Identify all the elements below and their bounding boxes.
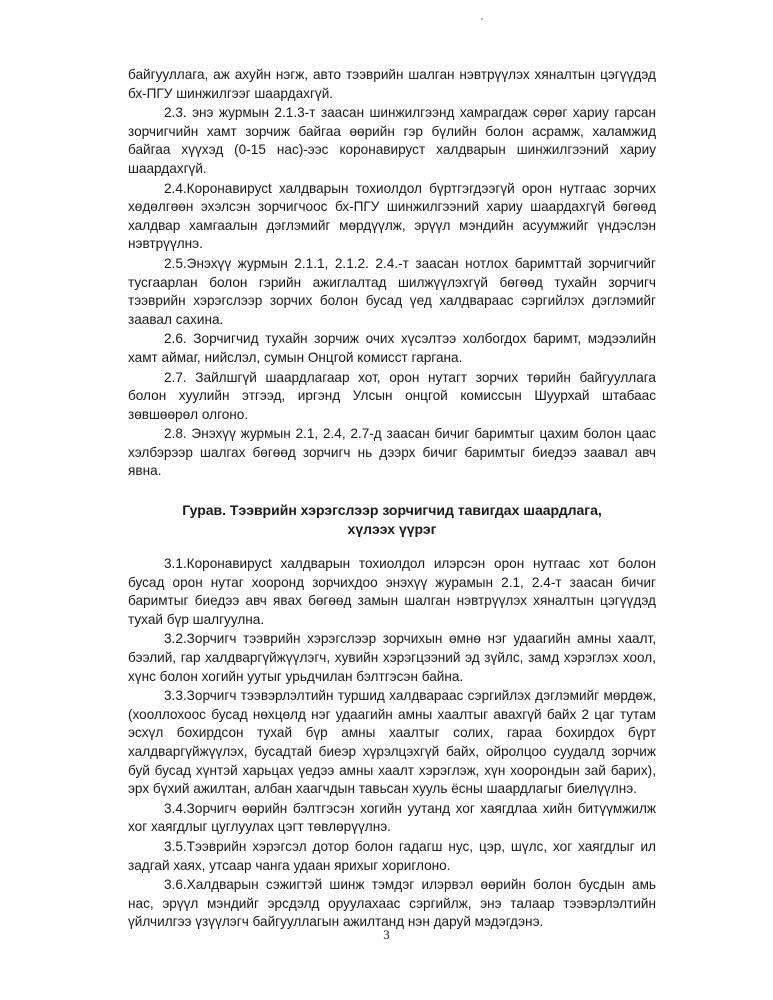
paragraph-2-6: 2.6. Зорчигчид тухайн зорчиж очих хүсэлтээ холбогдох баримт, мэдээлийн хамт аймаг, нийслэл, сумын Онцгой комисст гаргана.: [128, 331, 656, 365]
paragraph-2-7: 2.7. Зайлшгүй шаардлагаар хот, орон нутагт зорчих төрийн байгууллага болон хуулийн этгээд, иргэнд Улсын онцгой комиссын Шуурхай штабаас зөвшөөрөл олгоно.: [128, 369, 656, 422]
paragraph-3-1: 3.1.Коронавирусt халдварын тохиолдол илэрсэн орон нутгаас хот болон бусад орон нутаг хооронд зорчихдоо энэхүү журамын 2.1, 2.4-т заасан бичиг баримтыг биедээ авч явах бөгөөд замын шалган нэвтрүүлэх хяналтын цэгүүдэд тухай бүр шалгуулна.: [128, 556, 656, 627]
paragraph-3-3: 3.3.Зорчигч тээвэрлэлтийн туршид халдвараас сэргийлэх дэглэмийг мөрдөж, (хооллохоос бусад нөхцөлд нэг удаагийн амны хаалтыг авахгүй байх 2 цаг тутам эсхүл бохирдсон тухай бүр амны хаалтыг солих, гараа бохирдох бүрт халдваргүйжүүлэх, бусадтай биеэр хүрэлцэхгүй байх, ойролцоо суудалд зорчиж буй бусад хүнтэй харьцах үедээ амны хаалт хэрэглэж, хүн хоорондын зай барих), эрх бүхий ажилтан, албан хаагчдын тавьсан хууль ёсны шаардлагыг биелүүлнэ.: [128, 688, 656, 797]
page-number: 3: [383, 927, 390, 942]
scan-speck: [481, 18, 483, 20]
paragraph-2-8: 2.8. Энэхүү журмын 2.1, 2.4, 2.7-д заасан бичиг баримтыг цахим болон цаас хэлбэрээр шалгах бөгөөд зорчигч нь дээрх бичиг баримтыг биедээ заавал авч явна.: [128, 426, 656, 479]
paragraph-2-4: 2.4.Коронавирусt халдварын тохиолдол бүртгэгдээгүй орон нутгаас зорчих хөдөлгөөн эхэлсэн зорчигчоос бх-ПГУ шинжилгээний хариу шаардахгүй бөгөөд халдвар хамгаалын дэглэмийг мөрдүүлж, эрүүл мэндийн асуумжийг үндэслэн нэвтрүүлнэ.: [128, 180, 656, 252]
paragraph-3-4: 3.4.Зорчигч өөрийн бэлтгэсэн хогийн уутанд хог хаягдлаа хийн битүүмжилж хог хаягдлыг цуглуулах цэгт төвлөрүүлнэ.: [128, 800, 656, 835]
paragraph-2-3: 2.3. энэ журмын 2.1.3-т заасан шинжилгээнд хамрагдаж сөрөг хариу гарсан зорчигчийн хамт зорчиж байгаа өөрийн гэр бүлийн болон асрамж, халамжид байгаа хүүхэд (0-15 нас)-ээс коронавируст халдварын шинжилгээний хариу шаардахгүй.: [128, 105, 656, 176]
paragraph-3-6: 3.6.Халдварын сэжигтэй шинж тэмдэг илэрвэл өөрийн болон бусдын амь нас, эрүүл мэндийг эрсдэлд оруулахаас сэргийлж, энэ талаар тээвэрлэлтийн үйлчилгээ үзүүлэгч байгууллагын ажилтанд нэн даруй мэдэгдэнэ.: [128, 877, 656, 930]
section-title-line-2: хүлээх үүрэг: [347, 521, 437, 538]
paragraph-3-2: 3.2.Зорчигч тээврийн хэрэгслээр зорчихын өмнө нэг удаагийн амны хаалт, бээлий, гар халдваргүйжүүлэгч, хувийн хэрэгцээний эд зүйлс, замд хэрэглэх хоол, хүнс болон хогийн уутыг урьдчилан бэлтгэсэн байна.: [128, 631, 656, 684]
section-title: [128, 501, 656, 539]
document-body: [128, 66, 656, 933]
paragraph-2-5: 2.5.Энэхүү журмын 2.1.1, 2.1.2. 2.4.-т заасан нотлох баримттай зорчигчийг тусгаарлан болон гэрийн ажиглалтад шилжүүлэхгүй бөгөөд тухайн зорчигч тээврийн хэрэгслээр зорчих болон бусад үед халдвараас сэргийлэх дэглэмийг заавал сахина.: [128, 255, 656, 327]
section-title-line-1: Гурав. Тээврийн хэрэгслээр зорчигчид тавигдах шаардлага,: [182, 502, 602, 519]
paragraph-3-5: 3.5.Тээврийн хэрэгсэл дотор болон гадагш нус, цэр, шүлс, хог хаягдлыг ил задгай хаях, утсаар чанга удаан ярихыг хориглоно.: [128, 838, 656, 873]
paragraph-continuation: байгууллага, аж ахуйн нэгж, авто тээврийн шалган нэвтрүүлэх хяналтын цэгүүдэд бх-ПГУ шинжилгээг шаардахгүй.: [128, 67, 656, 101]
